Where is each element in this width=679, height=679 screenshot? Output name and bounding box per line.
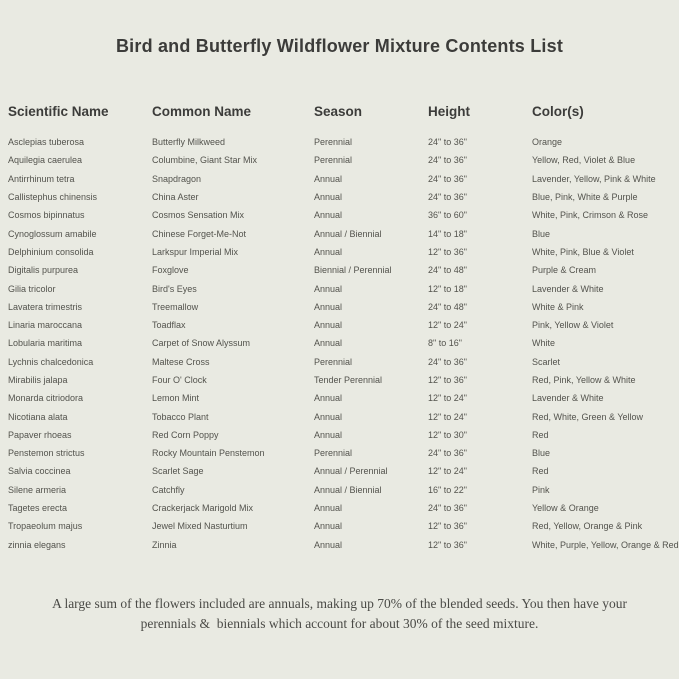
cell-season: Annual bbox=[314, 503, 343, 514]
cell-common-name: Four O' Clock bbox=[152, 375, 207, 385]
cell-height: 12" to 36" bbox=[428, 375, 467, 385]
cell-common-name: Jewel Mixed Nasturtium bbox=[152, 521, 248, 532]
cell-common-name: Lemon Mint bbox=[152, 393, 200, 404]
cell-season: Annual bbox=[314, 246, 343, 257]
cell-height: 14" to 18" bbox=[428, 228, 467, 239]
cell-height: 24" to 36" bbox=[428, 173, 467, 184]
table-row bbox=[8, 444, 679, 462]
cell-colors: Pink bbox=[532, 484, 550, 495]
cell-season: Annual bbox=[314, 411, 343, 422]
cell-colors: Red, Pink, Yellow & White bbox=[532, 375, 636, 385]
cell-scientific-name: Cosmos bipinnatus bbox=[8, 210, 85, 221]
cell-colors: Red bbox=[532, 466, 549, 477]
cell-scientific-name: Lychnis chalcedonica bbox=[8, 356, 94, 367]
cell-height: 12" to 24" bbox=[428, 411, 467, 422]
cell-scientific-name: Tagetes erecta bbox=[8, 503, 68, 514]
table-row bbox=[8, 462, 679, 480]
table-row bbox=[8, 499, 679, 517]
cell-season: Annual bbox=[314, 429, 343, 440]
cell-common-name: Toadflax bbox=[152, 320, 186, 331]
column-header-common-name: Common Name bbox=[152, 104, 252, 119]
cell-colors: Red bbox=[532, 429, 549, 440]
cell-scientific-name: Tropaeolum majus bbox=[8, 521, 83, 532]
cell-colors: Lavender & White bbox=[532, 393, 604, 404]
cell-scientific-name: Lavatera trimestris bbox=[8, 301, 83, 312]
table-row bbox=[8, 261, 679, 279]
cell-colors: Lavender, Yellow, Pink & White bbox=[532, 173, 656, 184]
cell-season: Biennial / Perennial bbox=[314, 265, 392, 276]
cell-common-name: Snapdragon bbox=[152, 173, 202, 184]
cell-scientific-name: Delphinium consolida bbox=[8, 246, 94, 257]
cell-colors: White bbox=[532, 338, 556, 349]
table-row bbox=[8, 151, 679, 169]
cell-scientific-name: Monarda citriodora bbox=[8, 393, 84, 404]
cell-common-name: Catchfly bbox=[152, 484, 185, 495]
cell-scientific-name: zinnia elegans bbox=[8, 539, 66, 550]
cell-common-name: Bird's Eyes bbox=[152, 283, 197, 294]
cell-common-name: Chinese Forget-Me-Not bbox=[152, 228, 247, 239]
cell-season: Annual / Biennial bbox=[314, 484, 382, 495]
cell-season: Annual / Perennial bbox=[314, 466, 388, 477]
table-row bbox=[8, 353, 679, 371]
cell-colors: Blue bbox=[532, 228, 551, 239]
cell-common-name: Scarlet Sage bbox=[152, 466, 204, 477]
cell-colors: Scarlet bbox=[532, 356, 561, 367]
cell-common-name: China Aster bbox=[152, 192, 199, 203]
table-row bbox=[8, 481, 679, 499]
cell-common-name: Cosmos Sensation Mix bbox=[152, 210, 245, 221]
table-row bbox=[8, 334, 679, 352]
page-title: Bird and Butterfly Wildflower Mixture Contents List bbox=[115, 36, 564, 56]
cell-height: 16" to 22" bbox=[428, 484, 467, 495]
cell-common-name: Columbine, Giant Star Mix bbox=[152, 155, 258, 166]
cell-height: 24" to 36" bbox=[428, 448, 467, 459]
cell-colors: Orange bbox=[532, 137, 563, 148]
cell-common-name: Butterfly Milkweed bbox=[152, 137, 226, 148]
cell-height: 12" to 24" bbox=[428, 320, 467, 331]
table-row bbox=[8, 188, 679, 206]
cell-colors: Red, White, Green & Yellow bbox=[532, 411, 644, 422]
cell-colors: Blue, Pink, White & Purple bbox=[532, 192, 638, 203]
cell-colors: Yellow, Red, Violet & Blue bbox=[532, 155, 636, 166]
cell-colors: Pink, Yellow & Violet bbox=[532, 320, 614, 331]
cell-common-name: Crackerjack Marigold Mix bbox=[152, 503, 254, 514]
cell-season: Annual bbox=[314, 173, 343, 184]
table-row bbox=[8, 316, 679, 334]
cell-colors: White, Purple, Yellow, Orange & Red bbox=[532, 539, 679, 550]
cell-common-name: Treemallow bbox=[152, 301, 199, 312]
cell-season: Annual bbox=[314, 283, 343, 294]
cell-scientific-name: Cynoglossum amabile bbox=[8, 228, 97, 239]
cell-scientific-name: Penstemon strictus bbox=[8, 448, 85, 459]
table-row bbox=[8, 536, 679, 554]
table-row bbox=[8, 206, 679, 224]
cell-scientific-name: Digitalis purpurea bbox=[8, 265, 79, 276]
table-row bbox=[8, 407, 679, 425]
cell-height: 8" to 16" bbox=[428, 338, 462, 349]
cell-season: Annual bbox=[314, 393, 343, 404]
cell-common-name: Red Corn Poppy bbox=[152, 429, 219, 440]
cell-common-name: Maltese Cross bbox=[152, 356, 210, 367]
cell-scientific-name: Mirabilis jalapa bbox=[8, 375, 68, 385]
table-row bbox=[8, 298, 679, 316]
cell-common-name: Tobacco Plant bbox=[152, 411, 209, 422]
cell-season: Perennial bbox=[314, 448, 353, 459]
cell-season: Annual bbox=[314, 539, 343, 550]
cell-colors: Yellow & Orange bbox=[532, 503, 599, 514]
cell-scientific-name: Antirrhinum tetra bbox=[8, 173, 75, 184]
cell-height: 24" to 36" bbox=[428, 356, 467, 367]
cell-height: 12" to 36" bbox=[428, 246, 467, 257]
cell-common-name: Larkspur Imperial Mix bbox=[152, 246, 239, 257]
cell-height: 12" to 36" bbox=[428, 521, 467, 532]
cell-season: Perennial bbox=[314, 137, 353, 148]
wildflower-table bbox=[8, 104, 679, 554]
cell-season: Tender Perennial bbox=[314, 375, 383, 385]
table-row bbox=[8, 426, 679, 444]
table-row bbox=[8, 371, 679, 389]
cell-season: Annual bbox=[314, 338, 343, 349]
table-row bbox=[8, 243, 679, 261]
column-header-height: Height bbox=[428, 104, 470, 119]
cell-season: Perennial bbox=[314, 356, 353, 367]
cell-height: 24" to 36" bbox=[428, 137, 467, 148]
cell-colors: Purple & Cream bbox=[532, 265, 597, 276]
cell-season: Perennial bbox=[314, 155, 353, 166]
cell-colors: White, Pink, Crimson & Rose bbox=[532, 210, 649, 221]
cell-height: 12" to 24" bbox=[428, 393, 467, 404]
table-row bbox=[8, 279, 679, 297]
cell-common-name: Carpet of Snow Alyssum bbox=[152, 338, 251, 349]
cell-height: 24" to 48" bbox=[428, 301, 467, 312]
cell-scientific-name: Asclepias tuberosa bbox=[8, 137, 85, 148]
cell-height: 24" to 36" bbox=[428, 192, 467, 203]
cell-height: 24" to 48" bbox=[428, 265, 467, 276]
cell-height: 12" to 36" bbox=[428, 539, 467, 550]
column-header-scientific-name: Scientific Name bbox=[8, 104, 109, 119]
column-header-season: Season bbox=[314, 104, 363, 119]
cell-height: 36" to 60" bbox=[428, 210, 467, 221]
table-header-row bbox=[8, 104, 679, 119]
cell-season: Annual bbox=[314, 301, 343, 312]
cell-colors: Blue bbox=[532, 448, 551, 459]
cell-height: 12" to 30" bbox=[428, 429, 467, 440]
cell-common-name: Zinnia bbox=[152, 539, 177, 550]
footer-note: A large sum of the flowers included are annuals, making up 70% of the blended seeds. You then have your perennials & biennials which account for about 30% of the seed mixture. bbox=[52, 595, 631, 631]
cell-season: Annual / Biennial bbox=[314, 228, 382, 239]
cell-scientific-name: Callistephus chinensis bbox=[8, 192, 98, 203]
cell-colors: White, Pink, Blue & Violet bbox=[532, 246, 634, 257]
table-row bbox=[8, 517, 679, 535]
table-body bbox=[8, 133, 679, 554]
cell-height: 24" to 36" bbox=[428, 503, 467, 514]
cell-scientific-name: Nicotiana alata bbox=[8, 411, 68, 422]
cell-season: Annual bbox=[314, 320, 343, 331]
cell-colors: White & Pink bbox=[532, 301, 584, 312]
cell-season: Annual bbox=[314, 192, 343, 203]
cell-season: Annual bbox=[314, 210, 343, 221]
cell-scientific-name: Gilia tricolor bbox=[8, 283, 56, 294]
cell-scientific-name: Silene armeria bbox=[8, 484, 67, 495]
table-row bbox=[8, 389, 679, 407]
cell-common-name: Foxglove bbox=[152, 265, 189, 276]
cell-scientific-name: Salvia coccinea bbox=[8, 466, 71, 477]
cell-scientific-name: Aquilegia caerulea bbox=[8, 155, 83, 166]
table-row bbox=[8, 170, 679, 188]
cell-season: Annual bbox=[314, 521, 343, 532]
cell-height: 12" to 24" bbox=[428, 466, 467, 477]
cell-height: 12" to 18" bbox=[428, 283, 467, 294]
column-header-colors: Color(s) bbox=[532, 104, 584, 119]
cell-scientific-name: Papaver rhoeas bbox=[8, 429, 72, 440]
cell-height: 24" to 36" bbox=[428, 155, 467, 166]
cell-scientific-name: Lobularia maritima bbox=[8, 338, 83, 349]
table-row bbox=[8, 133, 679, 151]
cell-colors: Lavender & White bbox=[532, 283, 604, 294]
cell-colors: Red, Yellow, Orange & Pink bbox=[532, 521, 643, 532]
cell-scientific-name: Linaria maroccana bbox=[8, 320, 83, 331]
cell-common-name: Rocky Mountain Penstemon bbox=[152, 448, 265, 459]
table-row bbox=[8, 224, 679, 242]
